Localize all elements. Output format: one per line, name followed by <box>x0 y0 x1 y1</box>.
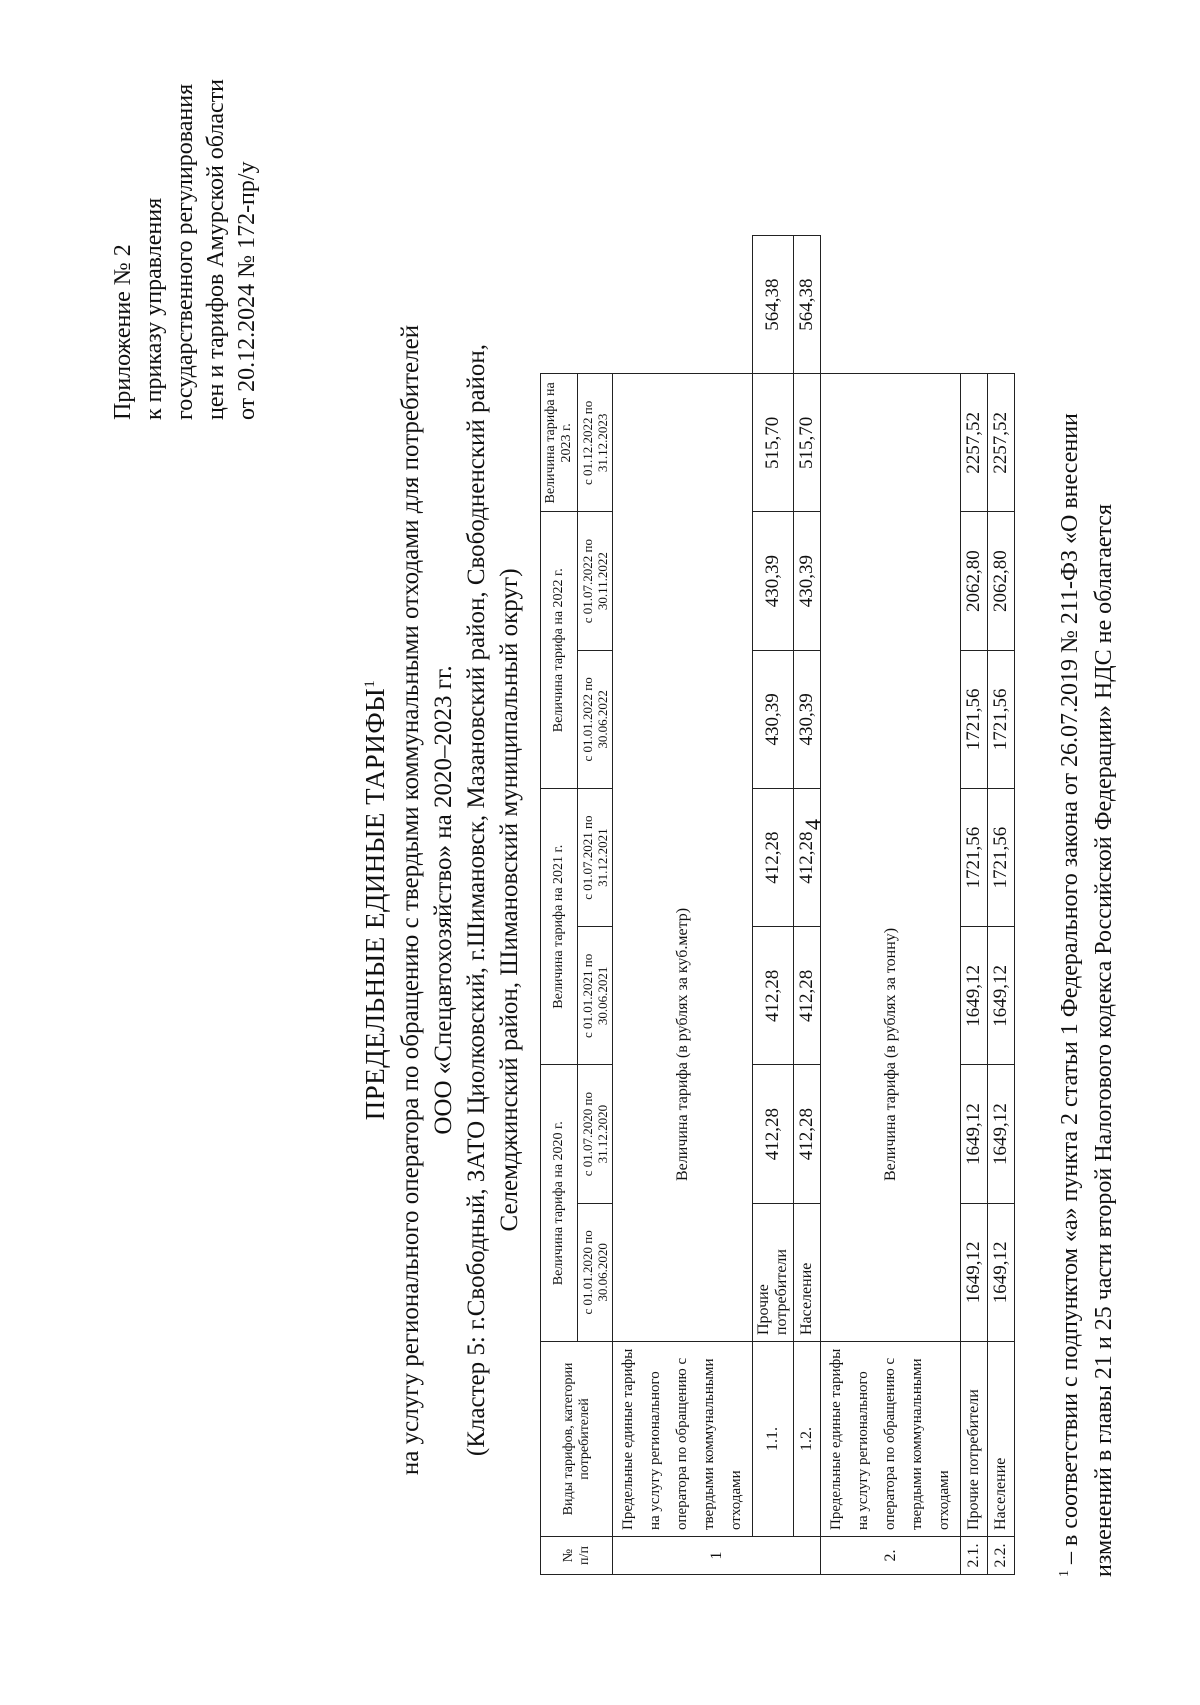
footnote-marker: 1 <box>1057 1570 1072 1577</box>
tariff-value: 564,38 <box>794 236 821 374</box>
table-row <box>961 236 988 1575</box>
tariff-value: 1721,56 <box>961 789 988 927</box>
period-header: с 01.01.2020 по 30.06.2020 <box>578 1203 613 1341</box>
title-text: ПРЕДЕЛЬНЫЕ ЕДИНЫЕ ТАРИФЫ <box>360 687 390 1121</box>
appendix-line: государственного регулирования <box>172 83 198 420</box>
tariff-value: 2257,52 <box>988 374 1015 512</box>
tariff-value: 1721,56 <box>961 650 988 788</box>
footnote-text: – в соответствии с подпунктом «а» пункта 2 статьи 1 Федерального закона от 26.07.2019 № 211-ФЗ «О внесении <box>1057 413 1083 1570</box>
tariff-value: 2062,80 <box>988 512 1015 650</box>
column-group-2020: Величина тарифа на 2020 г. <box>541 1065 578 1342</box>
tariff-table <box>540 235 1015 1575</box>
tariff-value: 1649,12 <box>988 1065 1015 1203</box>
subtitle-line: ООО «Спецавтохозяйство» на 2020–2023 гг. <box>430 665 457 1135</box>
column-group-2021: Величина тарифа на 2021 г. <box>541 789 578 1066</box>
table-row <box>753 236 794 1575</box>
tariff-value: 1649,12 <box>961 1065 988 1203</box>
section-row <box>613 236 753 1575</box>
category-name: Население <box>988 1342 1015 1537</box>
column-header-number: № п/п <box>541 1537 613 1575</box>
tariff-value: 412,28 <box>753 1065 794 1203</box>
period-header: с 01.07.2022 по 30.11.2022 <box>578 512 613 650</box>
table-row <box>794 236 821 1575</box>
tariff-value: 430,39 <box>753 650 794 788</box>
subtitle-line: на услугу регионального оператора по обращению с твердыми коммунальными отходами для потребителей <box>397 324 424 1476</box>
period-header: с 01.01.2022 по 30.06.2022 <box>578 650 613 788</box>
column-header-tariff-type: Виды тарифов, категории потребителей <box>541 1342 613 1537</box>
row-number: 2.2. <box>988 1537 1015 1575</box>
tariff-value: 412,28 <box>794 789 821 927</box>
section-number: 1 <box>613 1537 821 1575</box>
period-header: с 01.01.2021 по 30.06.2021 <box>578 927 613 1065</box>
row-number: 2.1. <box>961 1537 988 1575</box>
tariff-value: 412,28 <box>794 927 821 1065</box>
period-header: с 01.07.2021 по 31.12.2021 <box>578 789 613 927</box>
table-row <box>988 236 1015 1575</box>
section-name: Предельные единые тарифы на услугу регионального оператора по обращению с твердыми коммунальными отходами <box>613 1342 753 1537</box>
tariff-value: 2257,52 <box>961 374 988 512</box>
period-header: с 01.12.2022 по 31.12.2023 <box>578 374 613 512</box>
section-name: Предельные единые тарифы на услугу регионального оператора по обращению с твердыми коммунальными отходами <box>821 1342 961 1537</box>
tariff-value: 430,39 <box>794 650 821 788</box>
document-title <box>360 225 391 1575</box>
tariff-value: 1649,12 <box>961 927 988 1065</box>
tariff-value: 412,28 <box>753 789 794 927</box>
tariff-value: 1649,12 <box>961 1203 988 1341</box>
category-name: Население <box>794 1203 821 1341</box>
tariff-value: 1721,56 <box>988 650 1015 788</box>
period-header: с 01.07.2020 по 31.12.2020 <box>578 1065 613 1203</box>
footnote-marker: 1 <box>362 679 378 688</box>
tariff-value: 515,70 <box>794 374 821 512</box>
document-header <box>360 225 526 1575</box>
category-name: Прочие потребители <box>961 1342 988 1537</box>
tariff-value: 515,70 <box>753 374 794 512</box>
footnote <box>1048 177 1121 1577</box>
appendix-line: Приложение № 2 <box>110 244 136 420</box>
tariff-value: 430,39 <box>794 512 821 650</box>
column-group-2023: Величина тарифа на 2023 г. <box>541 374 578 512</box>
footnote-line: изменений в главы 21 и 25 части второй Налогового кодекса Российской Федерации» НДС не облагается <box>1091 504 1117 1577</box>
tariff-value: 564,38 <box>753 236 794 374</box>
unit-label: Величина тарифа (в рублях за тонну) <box>821 374 961 1342</box>
tariff-value: 1649,12 <box>988 927 1015 1065</box>
appendix-line: от 20.12.2024 № 172-пр/у <box>234 161 260 420</box>
page-number: 4 <box>800 819 825 830</box>
column-group-2022: Величина тарифа на 2022 г. <box>541 512 578 789</box>
row-number: 1.2. <box>794 1342 821 1537</box>
appendix-line: к приказу управления <box>141 197 167 420</box>
section-row <box>821 236 961 1575</box>
category-name: Прочие потребители <box>753 1203 794 1341</box>
tariff-value: 2062,80 <box>961 512 988 650</box>
tariff-value: 412,28 <box>794 1065 821 1203</box>
subtitle-line: (Кластер 5: г.Свободный, ЗАТО Циолковский, г.Шимановск, Мазановский район, Свободненский район, <box>463 343 490 1457</box>
section-number: 2. <box>821 1537 961 1575</box>
tariff-value: 1721,56 <box>988 789 1015 927</box>
table-header-row <box>541 236 578 1575</box>
appendix-reference <box>108 20 263 420</box>
tariff-value: 430,39 <box>753 512 794 650</box>
footnote-line <box>1048 177 1087 1577</box>
subtitle-line: Селемджинский район, Шимановский муниципальный округ) <box>496 568 523 1232</box>
tariff-value: 412,28 <box>753 927 794 1065</box>
appendix-line: цен и тарифов Амурской области <box>203 78 229 420</box>
unit-label: Величина тарифа (в рублях за куб.метр) <box>613 374 753 1342</box>
tariff-value: 1649,12 <box>988 1203 1015 1341</box>
row-number: 1.1. <box>753 1342 794 1537</box>
